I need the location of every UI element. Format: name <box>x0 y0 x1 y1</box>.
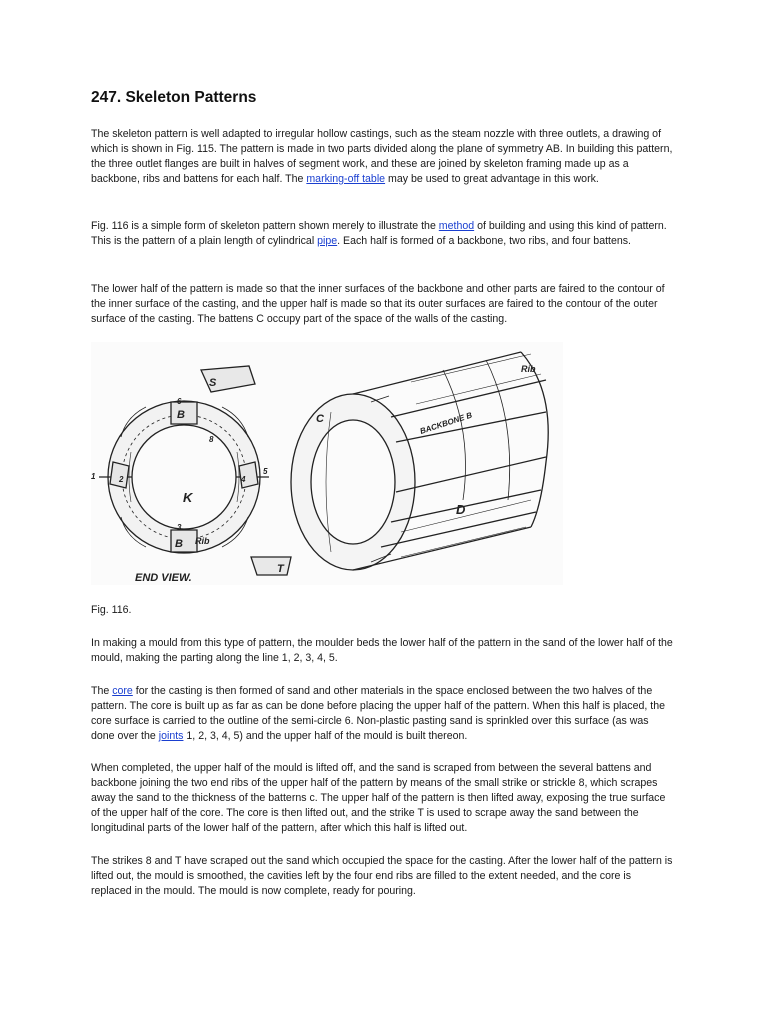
paragraph-6: When completed, the upper half of the mould is lifted off, and the sand is scraped from between the several battens and backbone joining the two end ribs of the upper half of the pattern by means of the small strike or strickle 8, which scrapes away the sand to the thickness of the batterns c. The upper half of the pattern is then lifted away, exposing the true surface of the upper half of the core. The core is then lifted out, and the strike T is used to scrape away the sand between the longitudinal parts of the lower half of the pattern, after which this half is lifted out. <box>91 762 666 834</box>
label-rib-end: Rib <box>195 536 210 546</box>
paragraph-2: Fig. 116 is a simple form of skeleton pattern shown merely to illustrate the method of building and using this kind of pattern. This is the pattern of a plain length of cylindrical pipe. Each half is formed of a backbone, two ribs, and four battens. <box>91 220 667 247</box>
label-s: S <box>209 377 217 389</box>
pipe-link[interactable]: pipe <box>317 235 338 247</box>
cylinder-skeleton <box>291 352 548 570</box>
paragraph-7: The strikes 8 and T have scraped out the sand which occupied the space for the casting. After the lower half of the pattern is lifted out, the mould is smoothed, the cavities left by the four end ribs are filled to the extent needed, and the core is replaced in the mould. The mould is now complete, ready for pouring. <box>91 855 673 897</box>
paragraph-5: The core for the casting is then formed of sand and other materials in the space enclosed between the two halves of the pattern. The core is built up as far as can be done before placing the upper half of the pattern. When this half is placed, the core surface is carried to the outline of the semi-circle 6. Non-plastic pasting sand is sprinkled over this surface (as was done over the joints 1, 2, 3, 4, 5) and the upper half of the mould is built thereon. <box>91 685 665 742</box>
paragraph-4: In making a mould from this type of pattern, the moulder beds the lower half of the pattern in the sand of the lower half of the mould, making the parting along the line 1, 2, 3, 4, 5. <box>91 637 673 664</box>
label-4: 4 <box>241 475 246 484</box>
figure-116 <box>91 342 563 585</box>
label-d: D <box>456 502 466 517</box>
label-rib: Rib <box>521 364 536 374</box>
skeleton-pattern-drawing <box>91 342 563 585</box>
core-link[interactable]: core <box>112 685 133 697</box>
label-2: 2 <box>119 475 124 484</box>
label-6: 6 <box>177 397 182 406</box>
label-1: 1 <box>91 472 96 481</box>
label-8: 8 <box>209 435 214 444</box>
label-t: T <box>277 563 284 575</box>
method-link[interactable]: method <box>438 220 475 232</box>
figure-caption: Fig. 116. <box>91 604 132 616</box>
label-c: C <box>316 413 324 425</box>
paragraph-1: The skeleton pattern is well adapted to irregular hollow castings, such as the steam nozzle with three outlets, a drawing of which is shown in Fig. 115. The pattern is made in two parts divided along the plane of symmetry AB. In building this pattern, the three outlet flanges are built in halves of segment work, and these are joined by skeleton framing made up as a backbone, ribs and battens for each half. The marking-off table may be used to great advantage in this work. <box>91 128 673 185</box>
label-backbone: BACKBONE B <box>418 410 474 436</box>
label-b-top: B <box>177 409 185 421</box>
page-title: 247. Skeleton Patterns <box>91 89 257 106</box>
label-k: K <box>183 490 193 505</box>
label-3: 3 <box>177 523 182 532</box>
end-view-label: END VIEW. <box>135 572 192 584</box>
marking-off-table-link[interactable]: marking-off table <box>306 173 386 185</box>
label-b-bottom: B <box>175 538 183 550</box>
joints-link[interactable]: joints <box>158 730 184 742</box>
paragraph-3: The lower half of the pattern is made so that the inner surfaces of the backbone and other parts are faired to the contour of the inner surface of the casting, and the upper half is made so that its outer surfaces are faired to the contour of the outer surface of the casting. The battens C occupy part of the space of the walls of the casting. <box>91 283 665 325</box>
strike-t-shape <box>251 557 291 575</box>
label-5: 5 <box>263 467 268 476</box>
